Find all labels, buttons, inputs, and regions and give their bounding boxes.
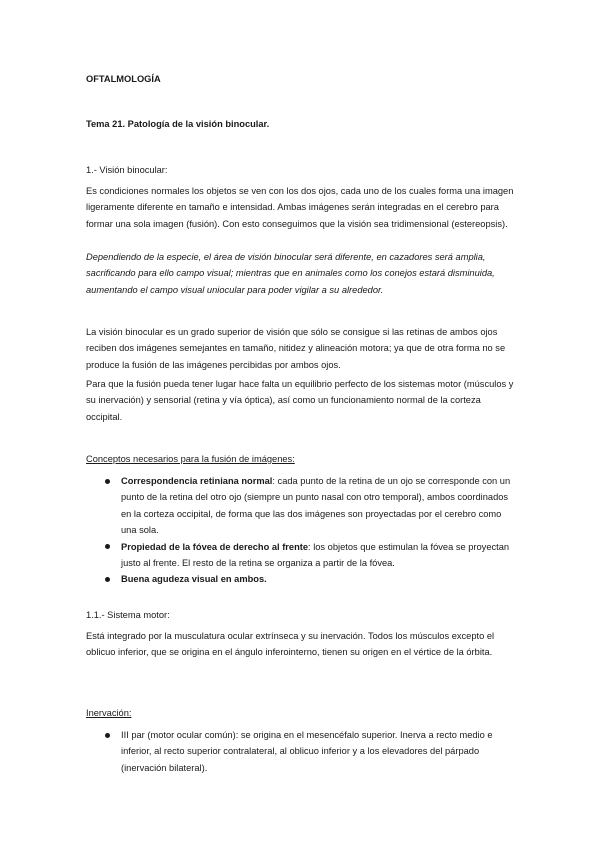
- paragraph-equilibrium: Para que la fusión pueda tener lugar hace falta un equilibrio perfecto de los sistemas motor (músculos y su inervación) y sensorial (retina y vía óptica), así como un funcionamiento normal de la corteza occipital.: [86, 379, 514, 422]
- concept-term: Correspondencia retiniana normal: [121, 476, 273, 486]
- concept-text: : cada punto de la retina de un ojo se corresponde con un punto de la retina del otro ojo (siempre un punto nasal con otro temporal), ambos coordinados en la corteza occipital, de forma que las dos imágenes son proyectadas por el cerebro como una sola.: [121, 476, 511, 536]
- innervation-list: [86, 727, 514, 776]
- bullet-icon: [105, 544, 110, 549]
- subject-heading: OFTALMOLOGÍA: [86, 74, 161, 84]
- concepts-list: [86, 473, 514, 588]
- concept-term: Propiedad de la fóvea de derecho al frente: [121, 541, 309, 552]
- concept-item: [86, 539, 514, 572]
- concept-term: Buena agudeza visual en ambos.: [121, 574, 267, 585]
- paragraph-musculatura: Está integrado por la musculatura ocular extrínseca y su inervación. Todos los músculos excepto el oblicuo inferior, que se origina en el ángulo inferointerno, tienen su origen en el vértice de la órbita.: [86, 631, 495, 658]
- concept-text: : los objetos que estimulan la fóvea se proyectan justo al frente. El resto de la retina se organiza a partir de la fóvea.: [121, 541, 510, 569]
- bullet-icon: [105, 733, 110, 738]
- bullet-icon: [105, 577, 110, 582]
- innervation-heading: Inervación:: [86, 708, 132, 718]
- concept-item: [86, 571, 514, 587]
- innervation-item: [86, 727, 514, 776]
- concepts-heading: Conceptos necesarios para la fusión de imágenes:: [86, 454, 295, 464]
- section-heading-vision-binocular: 1.- Visión binocular:: [86, 165, 168, 175]
- paragraph-binocular-grade: La visión binocular es un grado superior de visión que sólo se consigue si las retinas de ambos ojos reciben dos imágenes semejantes en tamaño, nitidez y alineación motora; ya que de otra forma no se produce la fusión de las imágenes percibidas por ambos ojos.: [86, 327, 506, 370]
- topic-title: Tema 21. Patología de la visión binocular.: [86, 119, 270, 129]
- paragraph-fusion: Es condiciones normales los objetos se ven con los dos ojos, cada uno de los cuales forma una imagen ligeramente diferente en tamaño e intensidad. Ambas imágenes serán integradas en el cerebro para formar una sola imagen (fusión). Con esto conseguimos que la visión sea tridimensional (estereopsis).: [86, 186, 514, 229]
- section-heading-sistema-motor: 1.1.- Sistema motor:: [86, 610, 170, 620]
- concept-item: [86, 473, 514, 539]
- paragraph-species: Dependiendo de la especie, el área de visión binocular será diferente, en cazadores será amplia, sacrificando para ello campo visual; mientras que en animales como los conejos estará disminuida, aumentando el campo visual uniocular para poder vigilar a su alrededor.: [86, 252, 495, 295]
- innervation-text: III par (motor ocular común): se origina en el mesencéfalo superior. Inerva a recto medio e inferior, al recto superior contralateral, al oblicuo inferior y a los elevadores del párpado (inervación bilateral).: [121, 730, 493, 773]
- bullet-icon: [105, 479, 110, 484]
